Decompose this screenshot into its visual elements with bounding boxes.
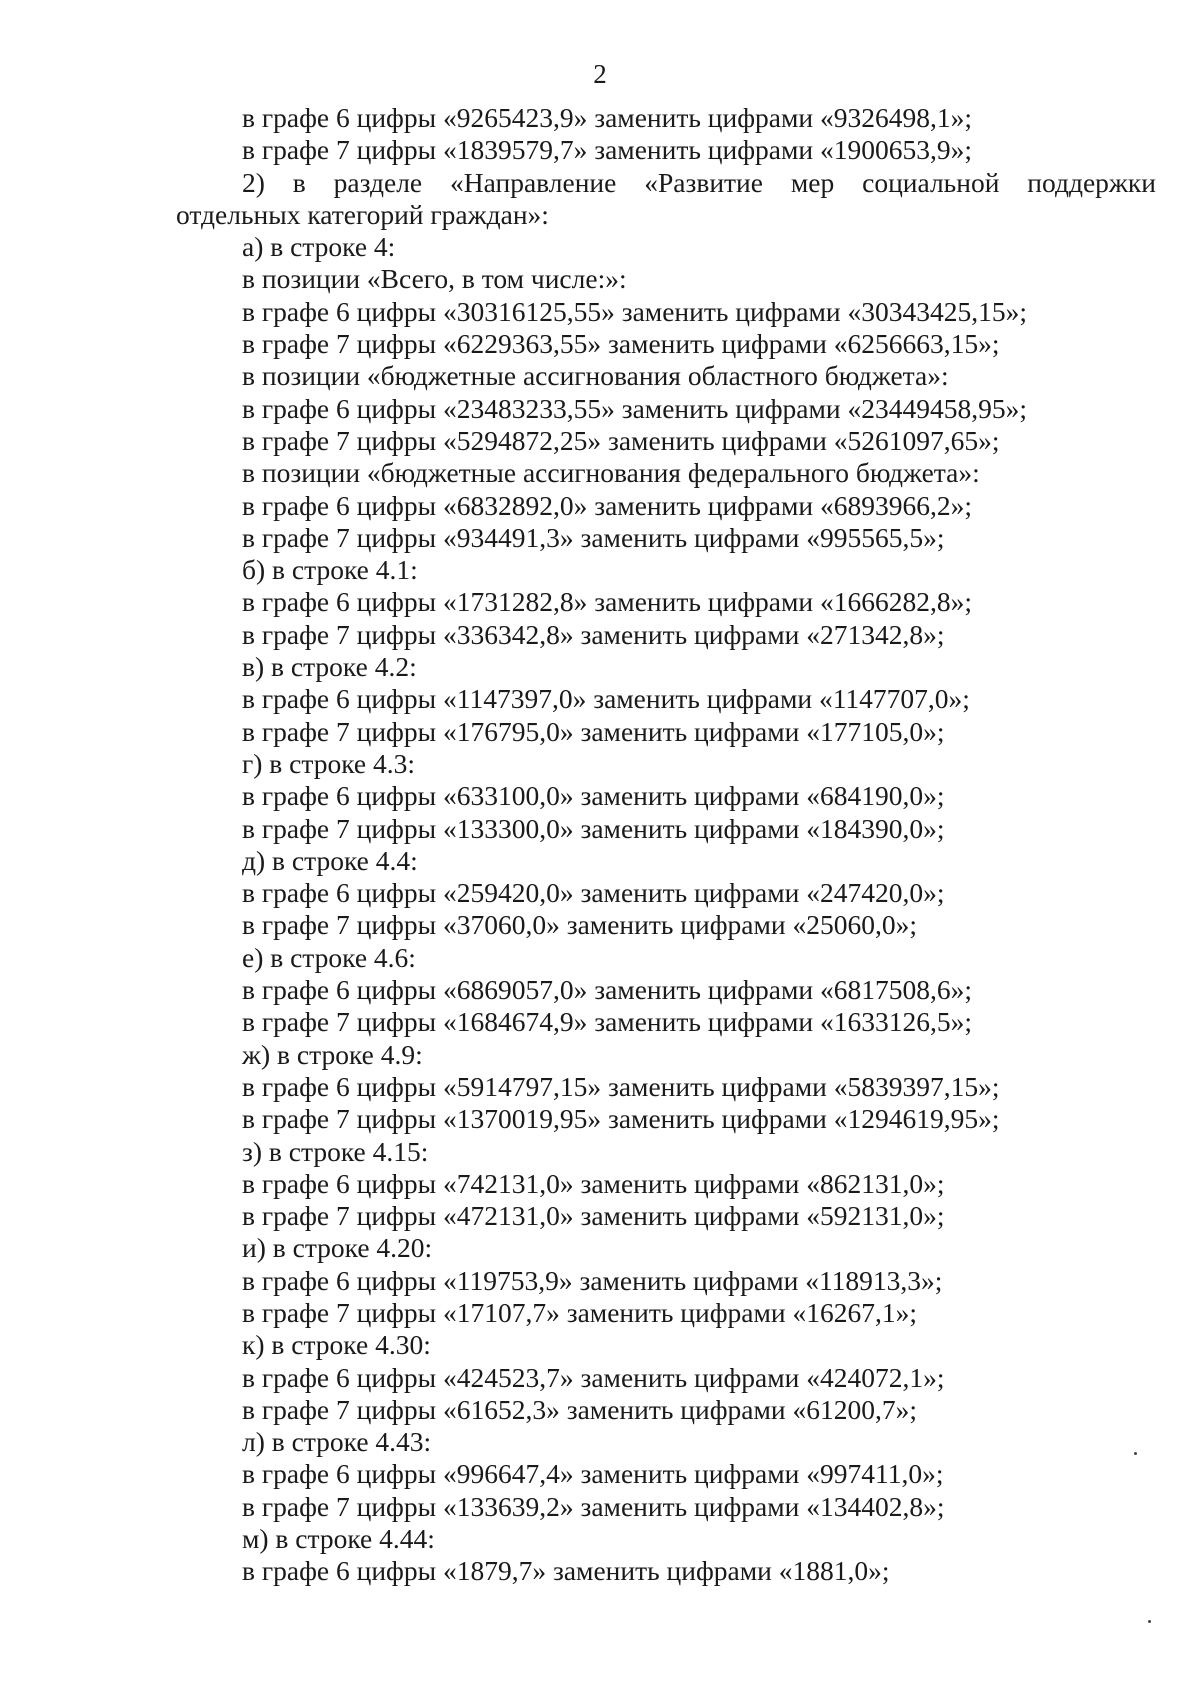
- document-line: к) в строке 4.30:: [242, 1329, 431, 1361]
- document-line: з) в строке 4.15:: [242, 1135, 429, 1167]
- document-line: в графе 7 цифры «17107,7» заменить цифрами «16267,1»;: [242, 1296, 917, 1328]
- document-line: в графе 7 цифры «5294872,25» заменить цифрами «5261097,65»;: [242, 424, 1000, 456]
- scan-speck: [1134, 1452, 1137, 1455]
- document-line: в графе 6 цифры «259420,0» заменить цифрами «247420,0»;: [242, 877, 945, 909]
- document-line: в позиции «бюджетные ассигнования областного бюджета»:: [242, 360, 949, 392]
- document-body: [176, 102, 1156, 1588]
- document-line: в графе 7 цифры «6229363,55» заменить цифрами «6256663,15»;: [242, 328, 1000, 360]
- document-line: л) в строке 4.43:: [242, 1426, 432, 1458]
- document-line: в графе 7 цифры «1684674,9» заменить цифрами «1633126,5»;: [242, 1006, 972, 1038]
- lines-after: [176, 231, 1156, 1587]
- document-line: в графе 6 цифры «633100,0» заменить цифрами «684190,0»;: [242, 780, 945, 812]
- paragraph-first-line: 2) в разделе «Направление «Развитие мер социальной поддержки: [242, 166, 1156, 198]
- document-line: в графе 6 цифры «1147397,0» заменить цифрами «1147707,0»;: [242, 683, 970, 715]
- document-line: в графе 6 цифры «742131,0» заменить цифрами «862131,0»;: [242, 1167, 945, 1199]
- document-line: в) в строке 4.2:: [242, 651, 417, 683]
- document-line: д) в строке 4.4:: [242, 844, 418, 876]
- document-line: в графе 6 цифры «9265423,9» заменить цифрами «9326498,1»;: [242, 102, 972, 133]
- scan-speck: [1148, 1620, 1151, 1623]
- document-line: в графе 7 цифры «934491,3» заменить цифрами «995565,5»;: [242, 521, 945, 553]
- document-line: в графе 7 цифры «336342,8» заменить цифрами «271342,8»;: [242, 618, 945, 650]
- document-line: в графе 7 цифры «1839579,7» заменить цифрами «1900653,9»;: [242, 134, 972, 166]
- page-number: 2: [593, 59, 607, 89]
- document-line: в графе 7 цифры «133300,0» заменить цифрами «184390,0»;: [242, 812, 945, 844]
- document-line: в графе 7 цифры «37060,0» заменить цифрами «25060,0»;: [242, 909, 917, 941]
- document-line: е) в строке 4.6:: [242, 941, 416, 973]
- document-line: в графе 6 цифры «30316125,55» заменить цифрами «30343425,15»;: [242, 295, 1027, 327]
- document-line: в графе 6 цифры «1879,7» заменить цифрами «1881,0»;: [242, 1555, 890, 1587]
- document-line: в графе 7 цифры «176795,0» заменить цифрами «177105,0»;: [242, 715, 945, 747]
- lines-before: [176, 102, 1156, 167]
- document-line: г) в строке 4.3:: [242, 747, 416, 779]
- document-line: в графе 7 цифры «61652,3» заменить цифрами «61200,7»;: [242, 1393, 917, 1425]
- document-line: в графе 6 цифры «424523,7» заменить цифрами «424072,1»;: [242, 1361, 945, 1393]
- document-line: а) в строке 4:: [242, 231, 396, 263]
- paragraph-continuation: отдельных категорий граждан»:: [176, 198, 549, 230]
- document-line: в графе 6 цифры «5914797,15» заменить цифрами «5839397,15»;: [242, 1070, 1000, 1102]
- document-line: в графе 7 цифры «1370019,95» заменить цифрами «1294619,95»;: [242, 1103, 1000, 1135]
- document-line: в графе 6 цифры «1731282,8» заменить цифрами «1666282,8»;: [242, 586, 972, 618]
- document-line: б) в строке 4.1:: [242, 554, 418, 586]
- document-line: в графе 6 цифры «6869057,0» заменить цифрами «6817508,6»;: [242, 974, 972, 1006]
- document-line: и) в строке 4.20:: [242, 1232, 433, 1264]
- document-line: в графе 6 цифры «996647,4» заменить цифрами «997411,0»;: [242, 1458, 944, 1490]
- document-line: ж) в строке 4.9:: [242, 1038, 423, 1070]
- document-line: в графе 7 цифры «472131,0» заменить цифрами «592131,0»;: [242, 1200, 945, 1232]
- document-line: м) в строке 4.44:: [242, 1523, 435, 1555]
- document-line: в графе 6 цифры «23483233,55» заменить цифрами «23449458,95»;: [242, 392, 1027, 424]
- document-line: в графе 7 цифры «133639,2» заменить цифрами «134402,8»;: [242, 1490, 945, 1522]
- document-line: в позиции «Всего, в том числе:»:: [242, 263, 627, 295]
- document-line: в позиции «бюджетные ассигнования федерального бюджета»:: [242, 457, 980, 489]
- document-line: в графе 6 цифры «119753,9» заменить цифрами «118913,3»;: [242, 1264, 943, 1296]
- document-line: в графе 6 цифры «6832892,0» заменить цифрами «6893966,2»;: [242, 489, 972, 521]
